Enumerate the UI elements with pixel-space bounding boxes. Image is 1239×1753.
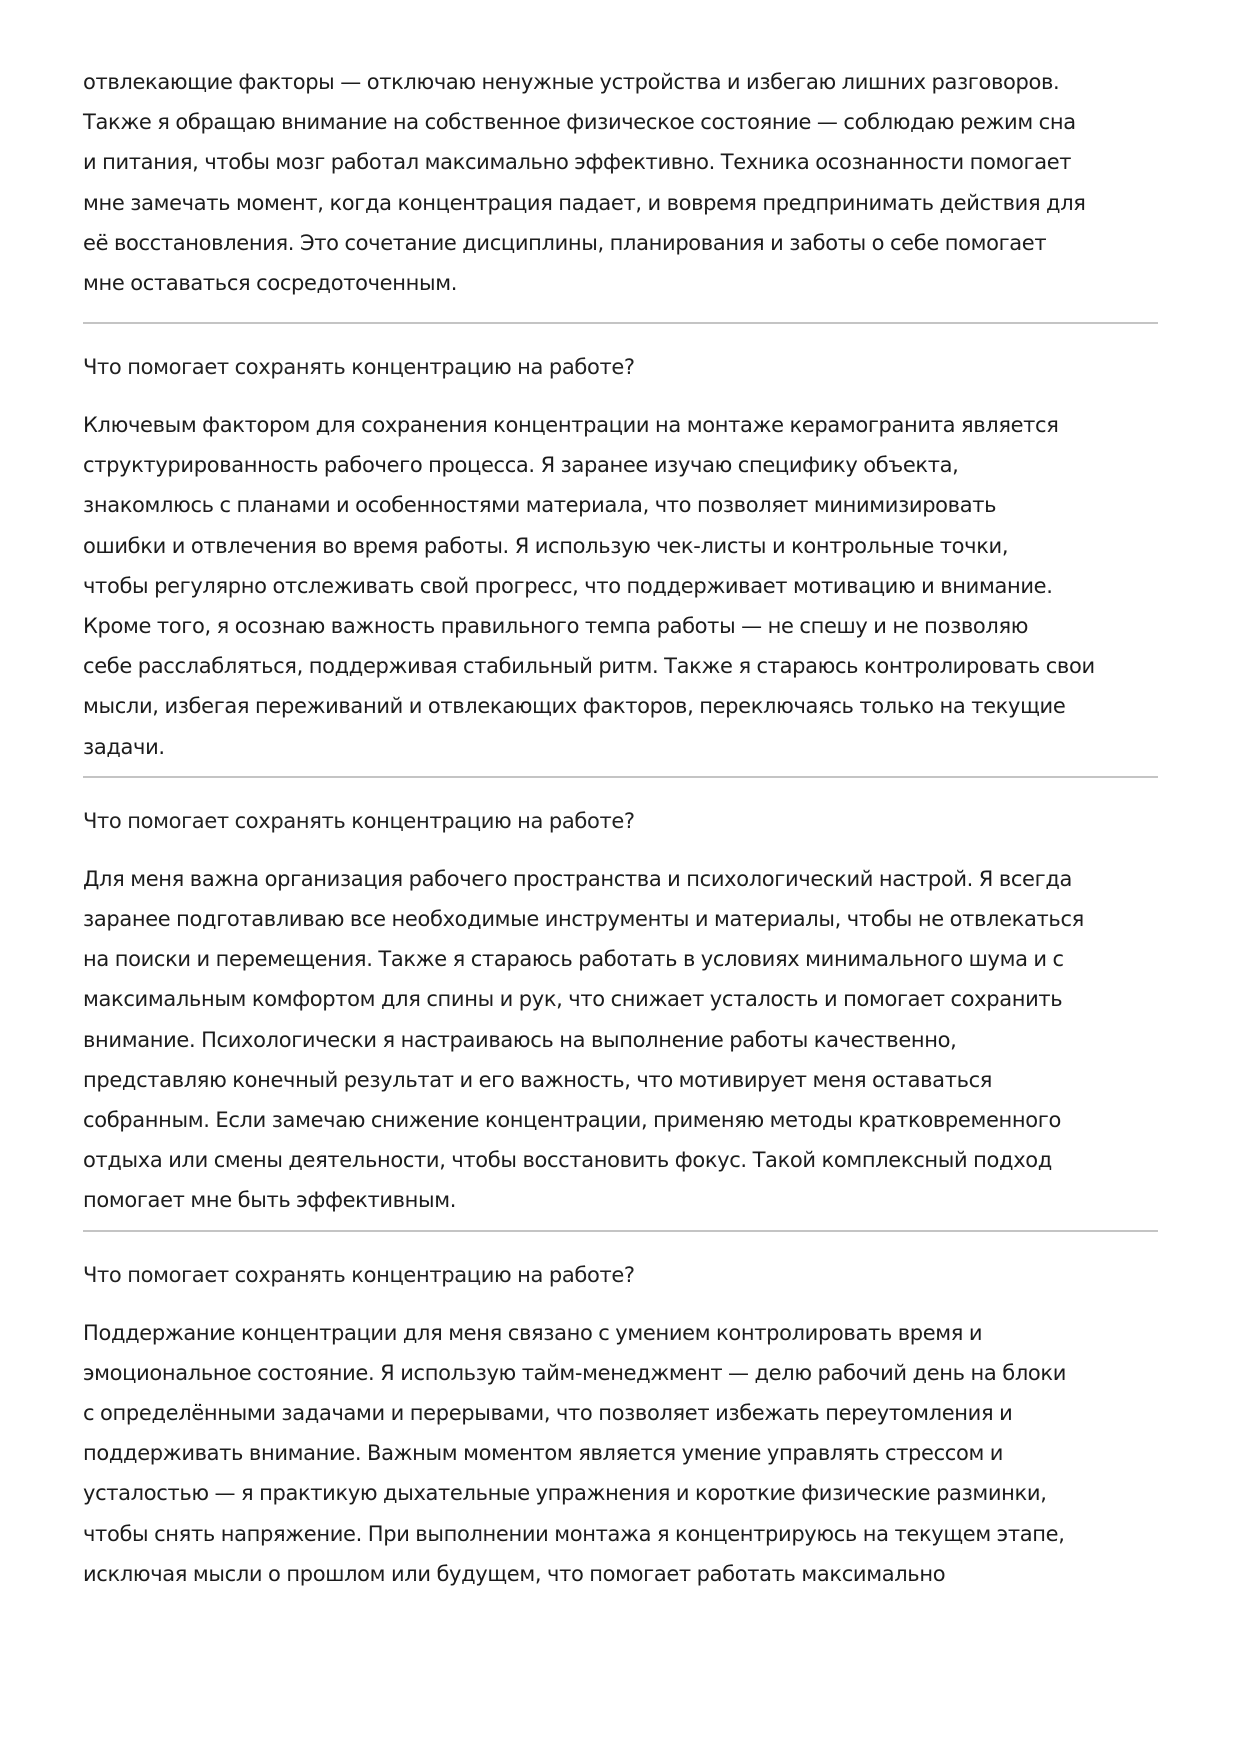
text-line: поддерживать внимание. Важным моментом является умение управлять стрессом и (83, 1441, 1004, 1466)
text-line: Поддержание концентрации для меня связано с умением контролировать время и (83, 1320, 983, 1345)
text-line: Также я обращаю внимание на собственное физическое состояние — соблюдаю режим сна (83, 110, 1076, 135)
question-heading: Что помогает сохранять концентрацию на работе? (83, 1262, 635, 1287)
document-page (83, 62, 1158, 1594)
text-line: Для меня важна организация рабочего пространства и психологический настрой. Я всегда (83, 866, 1073, 891)
text-line: представляю конечный результат и его важность, что мотивирует меня оставаться (83, 1067, 993, 1092)
text-line: Ключевым фактором для сохранения концентрации на монтаже керамогранита является (83, 413, 1059, 437)
section-divider (83, 1230, 1158, 1232)
text-line: мысли, избегая переживаний и отвлекающих факторов, переключаясь только на текущие (83, 694, 1066, 719)
answer-paragraph (83, 1313, 1158, 1594)
intro-paragraph-block (83, 62, 1158, 322)
text-line: исключая мысли о прошлом или будущем, что помогает работать максимально (83, 1561, 946, 1586)
text-line: эмоциональное состояние. Я использую тайм-менеджмент — делю рабочий день на блоки (83, 1360, 1067, 1385)
text-line: структурированность рабочего процесса. Я заранее изучаю специфику объекта, (83, 453, 959, 478)
text-line: её восстановления. Это сочетание дисциплины, планирования и заботы о себе помогает (83, 230, 1047, 255)
text-line: на поиски и перемещения. Также я стараюсь работать в условиях минимального шума и с (83, 947, 1064, 972)
intro-paragraph (83, 62, 1158, 303)
text-line: заранее подготавливаю все необходимые инструменты и материалы, чтобы не отвлекаться (83, 907, 1084, 932)
text-line: Кроме того, я осознаю важность правильного темпа работы — не спешу и не позволяю (83, 614, 1029, 639)
text-line: собранным. Если замечаю снижение концентрации, применяю методы кратковременного (83, 1108, 1061, 1133)
text-line: максимальным комфортом для спины и рук, что снижает усталость и помогает сохранить (83, 987, 1063, 1012)
text-line: знакомлюсь с планами и особенностями материала, что позволяет минимизировать (83, 493, 997, 518)
text-line: мне оставаться сосредоточенным. (83, 271, 458, 296)
answer-paragraph (83, 859, 1158, 1221)
text-line: и питания, чтобы мозг работал максимально эффективно. Техника осознанности помогает (83, 150, 1072, 175)
question-heading: Что помогает сохранять концентрацию на работе? (83, 355, 635, 379)
text-line: ошибки и отвлечения во время работы. Я использую чек-листы и контрольные точки, (83, 533, 1009, 558)
text-line: чтобы регулярно отслеживать свой прогресс, что поддерживает мотивацию и внимание. (83, 573, 1053, 598)
text-line: себе расслабляться, поддерживая стабильный ритм. Также я стараюсь контролировать свои (83, 654, 1095, 679)
section-divider (83, 322, 1158, 324)
text-line: внимание. Психологически я настраиваюсь на выполнение работы качественно, (83, 1027, 957, 1052)
text-line: помогает мне быть эффективным. (83, 1188, 457, 1213)
text-line: усталостью — я практикую дыхательные упражнения и короткие физические разминки, (83, 1481, 1047, 1506)
text-line: отвлекающие факторы — отключаю ненужные устройства и избегаю лишних разговоров. (83, 70, 1060, 94)
text-line: задачи. (83, 734, 165, 759)
text-line: отдыха или смены деятельности, чтобы восстановить фокус. Такой комплексный подход (83, 1148, 1052, 1173)
question-heading: Что помогает сохранять концентрацию на работе? (83, 808, 635, 833)
text-line: с определёнными задачами и перерывами, что позволяет избежать переутомления и (83, 1401, 1013, 1426)
text-line: чтобы снять напряжение. При выполнении монтажа я концентрируюсь на текущем этапе, (83, 1521, 1065, 1546)
text-line: мне замечать момент, когда концентрация падает, и вовремя предпринимать действия для (83, 190, 1086, 215)
answer-paragraph (83, 405, 1158, 767)
section-divider (83, 776, 1158, 778)
